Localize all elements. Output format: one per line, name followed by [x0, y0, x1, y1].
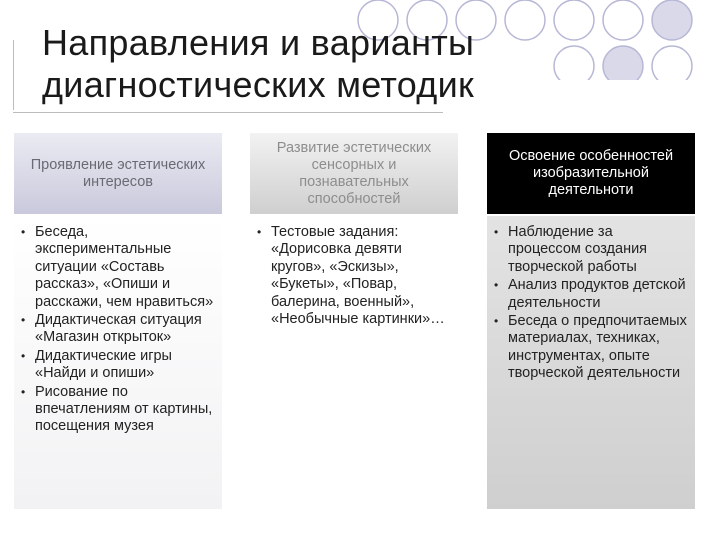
list-item: • Дидактическая ситуация «Магазин открыток»: [21, 312, 202, 346]
frame-line-horizontal: [13, 112, 443, 113]
bullet-icon: •: [21, 348, 26, 363]
column-header: Развитие эстетических сенсорных и познавательных способностей: [250, 133, 458, 214]
bullet-icon: •: [494, 314, 499, 329]
column-sensory-abilities: [250, 133, 458, 366]
bullet-list: [256, 224, 450, 328]
bullet-icon: •: [257, 225, 262, 239]
bullet-icon: •: [21, 225, 26, 239]
bullet-icon: •: [21, 313, 26, 328]
circle-6: [603, 0, 643, 40]
slide-title: Направления и варианты диагностических методик: [42, 22, 475, 105]
circle-9: [603, 46, 643, 80]
column-body: [487, 216, 695, 509]
list-item: • Дидактические игры «Найди и опиши»: [21, 347, 172, 382]
column-body: [250, 216, 458, 366]
frame-line-vertical: [13, 40, 14, 110]
list-item: • Рисование по впечатлениям от картины, посещения музея: [21, 383, 213, 435]
column-header: Освоение особенностей изобразительной деятельноти: [487, 133, 695, 214]
column-body: [14, 216, 222, 509]
bullet-list: [20, 224, 214, 436]
bullet-icon: •: [494, 225, 499, 239]
column-visual-activity: [487, 133, 695, 509]
column-header: Проявление эстетических интересов: [14, 133, 222, 214]
circle-7: [652, 0, 692, 40]
list-item: • Тестовые задания: «Дорисовка девяти кругов», «Эскизы», «Букеты», «Повар, балерина, военный», «Необычные картинки»…: [257, 224, 445, 328]
bullet-icon: •: [494, 278, 499, 293]
bullet-icon: •: [21, 384, 26, 399]
list-item: • Беседа о предпочитаемых материалах, техниках, инструментах, опыте творческой деятельности: [494, 313, 687, 382]
circle-10: [652, 46, 692, 80]
list-item: • Беседа, экспериментальные ситуации «Составь рассказ», «Опиши и расскажи, чем нравиться»: [21, 224, 214, 310]
list-item: • Наблюдение за процессом создания творческой работы: [494, 224, 648, 275]
column-aesthetic-interests: [14, 133, 222, 509]
list-item: • Анализ продуктов детской деятельности: [494, 277, 686, 311]
bullet-list: [493, 224, 687, 383]
